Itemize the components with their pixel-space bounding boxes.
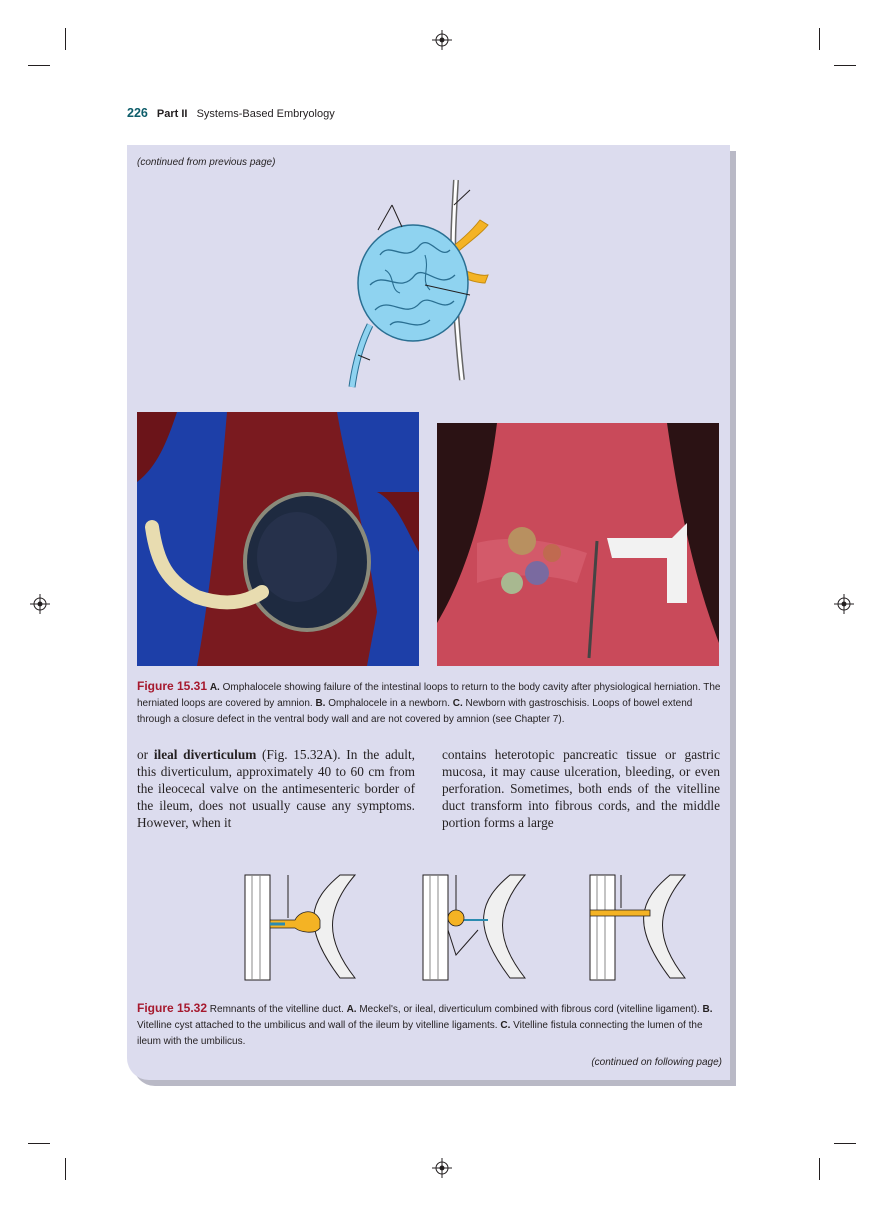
omphalocele-illustration [330,175,510,395]
caption-text: Vitelline cyst attached to the umbilicus and wall of the ileum by vitelline ligaments. [137,1020,501,1031]
body-text-column-2: contains heterotopic pancreatic tissue or gastric mucosa, it may cause ulceration, bleeding, or even perforation. Sometimes, both ends of the vitelline duct transform into fibrous cords, and the middle portion forms a large [442,747,720,830]
continued-on-note: (continued on following page) [591,1057,722,1068]
vitelline-fistula-illustration [585,870,695,985]
vitelline-cyst-illustration [418,870,528,985]
part-letter: C. [500,1020,511,1031]
caption-text: Newborn with gastroschisis. Loops of bowel extend through a closure defect in the ventral body wall and are not covered by amnion (see Chapter 7). [137,698,693,725]
caption-text: Omphalocele in a newborn. [325,698,453,709]
registration-mark-icon [834,594,854,614]
body-text: (Fig. 15.32A). In the adult, this diverticulum, approximately 40 to 60 cm from the ileocecal valve on the antimesenteric border of the ileum, does not usually cause any symptoms. However, when it [137,747,415,830]
caption-text: Omphalocele showing failure of the intestinal loops to return to the body cavity after physiological herniation. The herniated loops are covered by amnion. [137,682,721,709]
figure-label: Figure 15.32 [137,1001,208,1015]
omphalocele-newborn-photo [137,412,419,666]
part-label: Part II [156,108,188,120]
running-header [127,106,335,120]
registration-mark-icon [432,30,452,50]
crop-mark [819,1158,820,1180]
caption-text: Remnants of the vitelline duct. [207,1004,347,1015]
caption-text: Vitelline fistula connecting the lumen of the ileum with the umbilicus. [137,1020,703,1047]
crop-mark [65,28,66,50]
crop-mark [65,1158,66,1180]
crop-mark [834,1143,856,1144]
crop-mark [819,28,820,50]
part-letter: A. [346,1004,357,1015]
crop-mark [834,65,856,66]
part-letter: B. [315,698,326,709]
meckel-diverticulum-illustration [240,870,360,985]
body-text-column-1 [137,746,415,831]
crop-mark [28,65,50,66]
continued-from-note: (continued from previous page) [137,157,276,168]
key-term: ileal diverticulum [153,747,257,762]
registration-mark-icon [30,594,50,614]
part-title: Systems-Based Embryology [196,108,335,120]
part-letter: B. [702,1004,713,1015]
part-letter: C. [452,698,463,709]
figure-15-31-caption [137,678,721,728]
registration-mark-icon [432,1158,452,1178]
figure-15-32-caption [137,1000,721,1050]
crop-mark [28,1143,50,1144]
body-text: or [137,747,154,762]
caption-text: Meckel's, or ileal, diverticulum combined with fibrous cord (vitelline ligament). [356,1004,703,1015]
figure-label: Figure 15.31 [137,679,208,693]
part-letter: A. [209,682,220,693]
page-number: 226 [127,106,148,120]
gastroschisis-newborn-photo [437,423,719,666]
